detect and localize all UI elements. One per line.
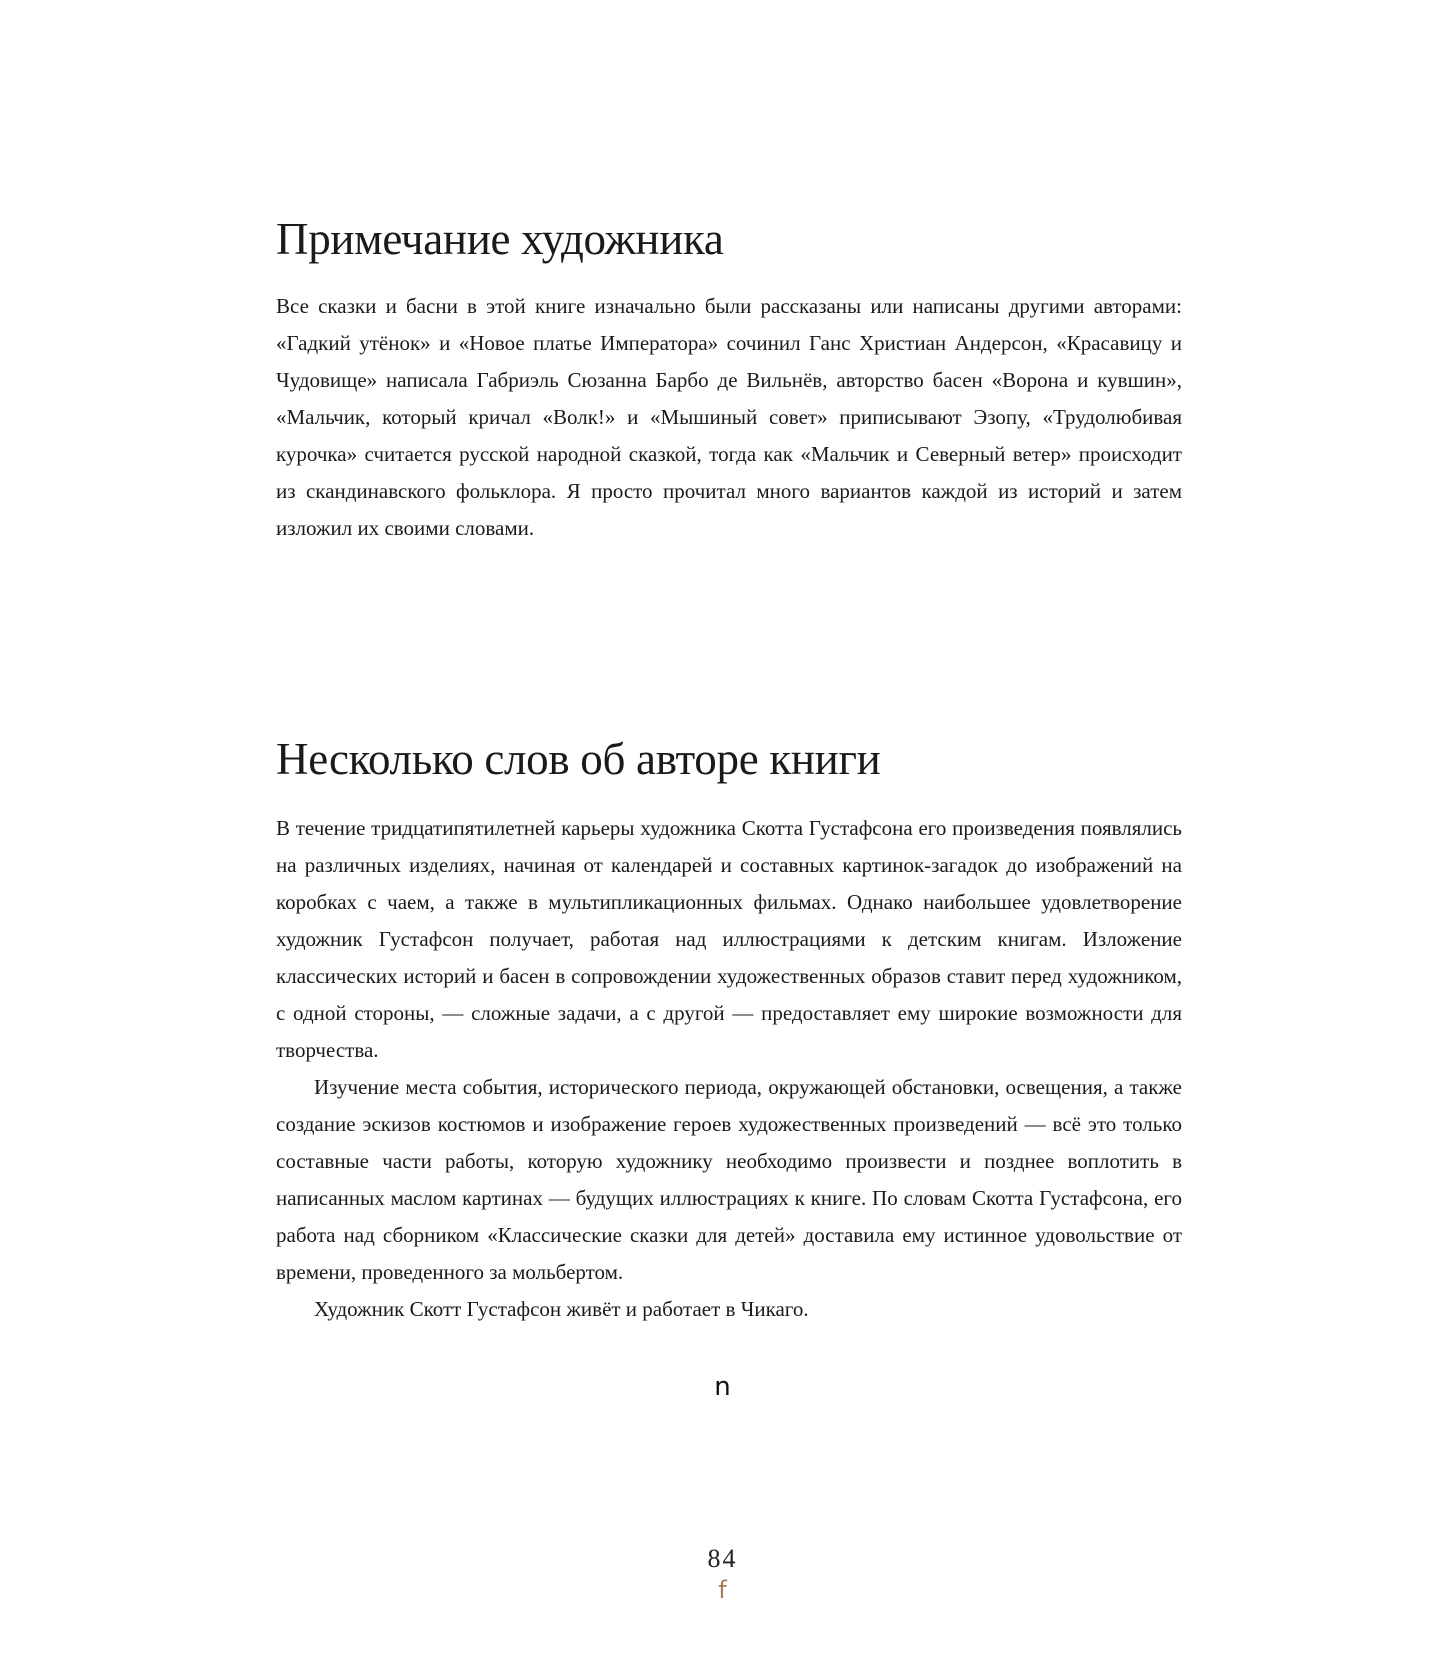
about-author-section xyxy=(276,732,1182,1328)
footer-ornament-mark: f xyxy=(718,1576,727,1604)
artist-note-paragraph: Все сказки и басни в этой книге изначально были рассказаны или написаны другими авторами: «Гадкий утёнок» и «Новое платье Императора» сочинил Ганс Христиан Андерсон, «Красавицу и Чудовище» написала Габриэль Сюзанна Барбо де Вильнёв, авторство басен «Ворона и кувшин», «Мальчик, который кричал «Волк!» и «Мышиный совет» приписывают Эзопу, «Трудолюбивая курочка» считается русской народной сказкой, тогда как «Мальчик и Северный ветер» происходит из скандинавского фольклора. Я просто прочитал много вариантов каждой из историй и затем изложил их своими словами. xyxy=(276,294,1182,540)
about-author-paragraph-3: Художник Скотт Густафсон живёт и работает в Чикаго. xyxy=(314,1297,809,1321)
about-author-heading: Несколько слов об авторе книги xyxy=(276,734,881,784)
about-author-paragraph-2: Изучение места события, исторического периода, окружающей обстановки, освещения, а также создание эскизов костюмов и изображение героев художественных произведений — всё это только составные части работы, которую художнику необходимо произвести и позднее воплотить в написанных маслом картинах — будущих иллюстрациях к книге. По словам Скотта Густафсона, его работа над сборником «Классические сказки для детей» доставила ему истинное удовольствие от времени, проведенного за мольбертом. xyxy=(276,1075,1182,1284)
artist-note-heading: Примечание художника xyxy=(276,214,724,264)
section-end-ornament: n xyxy=(714,1372,731,1402)
artist-note-section xyxy=(276,212,1182,547)
page-number: 84 xyxy=(707,1544,738,1573)
about-author-paragraph-1: В течение тридцатипятилетней карьеры художника Скотта Густафсона его произведения появлялись на различных изделиях, начиная от календарей и составных картинок-загадок до изображений на коробках с чаем, а также в мультипликационных фильмах. Однако наибольшее удовлетворение художник Густафсон получает, работая над иллюстрациями к детским книгам. Изложение классических историй и басен в сопровождении художественных образов ставит перед художником, с одной стороны, — сложные задачи, а с другой — предоставляет ему широкие возможности для творчества. xyxy=(276,816,1182,1062)
